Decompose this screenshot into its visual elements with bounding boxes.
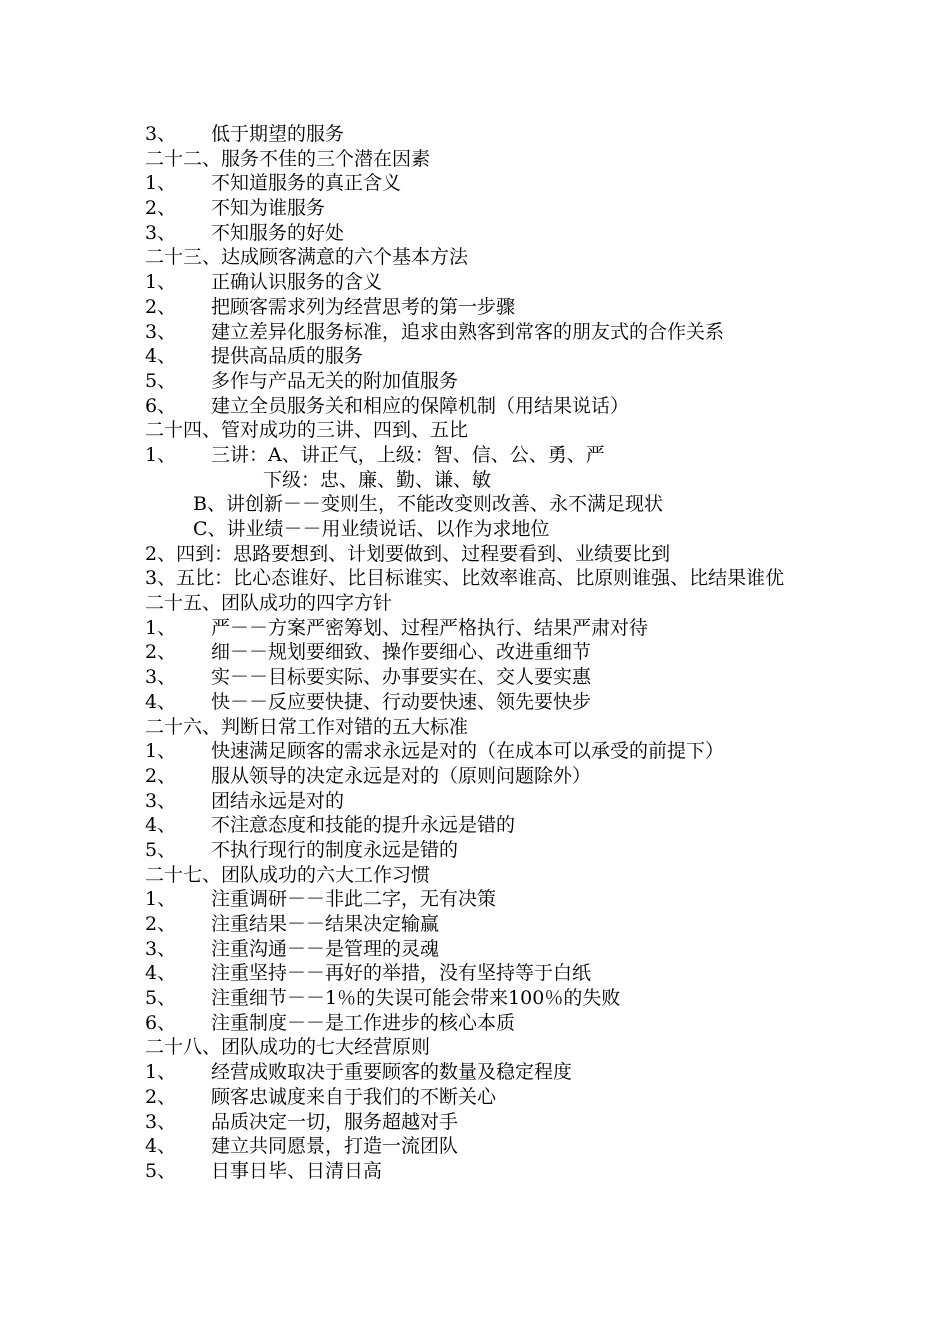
list-item xyxy=(145,838,825,863)
list-item-text: 实－－目标要实际、办事要实在、交人要实惠 xyxy=(211,666,592,689)
list-item-text: 服从领导的决定永远是对的（原则问题除外） xyxy=(211,764,592,787)
section-heading xyxy=(145,245,825,270)
list-item xyxy=(145,344,825,369)
list-item xyxy=(145,320,825,345)
list-item-text: 不知为谁服务 xyxy=(211,197,326,220)
list-item-text: 日事日毕、日清日高 xyxy=(211,1159,383,1182)
list-item xyxy=(145,640,825,665)
list-item xyxy=(145,1110,825,1135)
list-item-number: 2、 xyxy=(145,913,177,936)
section-heading-text: 二十六、判断日常工作对错的五大标准 xyxy=(145,715,469,738)
list-item-number: 5、 xyxy=(145,369,177,392)
list-item-number: 3、 xyxy=(145,789,177,812)
list-item-number: 2、 xyxy=(145,641,177,664)
list-item xyxy=(145,1159,825,1184)
list-item xyxy=(145,443,825,468)
list-item-text: 顾客忠诚度来自于我们的不断关心 xyxy=(211,1085,497,1108)
section-heading-text: 二十五、团队成功的四字方针 xyxy=(145,592,393,615)
list-item xyxy=(145,937,825,962)
list-item-number: 1、 xyxy=(145,1061,177,1084)
section-heading xyxy=(145,147,825,172)
list-item-number: 1、 xyxy=(145,616,177,639)
list-item-text: 团结永远是对的 xyxy=(211,789,345,812)
list-item-number: 5、 xyxy=(145,987,177,1010)
list-item xyxy=(145,122,825,147)
list-item xyxy=(145,369,825,394)
list-item-number: 4、 xyxy=(145,345,177,368)
list-item-text: 不知道服务的真正含义 xyxy=(211,172,402,195)
list-item-number: 4、 xyxy=(145,814,177,837)
list-item xyxy=(145,616,825,641)
list-item-text: 把顾客需求列为经营思考的第一步骤 xyxy=(211,295,516,318)
list-item xyxy=(145,270,825,295)
sub-item-text: B、讲创新－－变则生，不能改变则改善、永不满足现状 xyxy=(193,493,663,516)
section-heading-text: 二十七、团队成功的六大工作习惯 xyxy=(145,863,431,886)
list-item-number: 6、 xyxy=(145,1011,177,1034)
list-item xyxy=(145,295,825,320)
list-item-number: 4、 xyxy=(145,1135,177,1158)
paragraph-text: 3、五比：比心态谁好、比目标谁实、比效率谁高、比原则谁强、比结果谁优 xyxy=(145,567,785,590)
list-item-number: 1、 xyxy=(145,888,177,911)
list-item-text: 不注意态度和技能的提升永远是错的 xyxy=(211,814,516,837)
section-heading-text: 二十三、达成顾客满意的六个基本方法 xyxy=(145,246,469,269)
section-heading xyxy=(145,863,825,888)
list-item xyxy=(145,789,825,814)
list-item-number: 6、 xyxy=(145,394,177,417)
list-item xyxy=(145,394,825,419)
list-item xyxy=(145,1085,825,1110)
sub-item xyxy=(145,492,825,517)
sub-item xyxy=(145,517,825,542)
list-item-text: 低于期望的服务 xyxy=(211,123,345,145)
sub-item xyxy=(145,468,825,493)
section-heading-text: 2、四到：思路要想到、计划要做到、过程要看到、业绩要比到 xyxy=(145,542,671,565)
list-item xyxy=(145,1060,825,1085)
list-item xyxy=(145,196,825,221)
list-item-number: 1、 xyxy=(145,172,177,195)
section-heading-text: 二十四、管对成功的三讲、四到、五比 xyxy=(145,419,469,442)
list-item-number: 2、 xyxy=(145,197,177,220)
list-item-text: 注重调研－－非此二字，无有决策 xyxy=(211,888,497,911)
list-item xyxy=(145,1134,825,1159)
list-item-number: 3、 xyxy=(145,320,177,343)
list-item-number: 1、 xyxy=(145,740,177,763)
list-item-number: 3、 xyxy=(145,1110,177,1133)
list-item-text: 注重细节－－1％的失误可能会带来100％的失败 xyxy=(211,987,621,1010)
list-item xyxy=(145,739,825,764)
list-item xyxy=(145,690,825,715)
list-item-number: 3、 xyxy=(145,937,177,960)
list-item-text: 建立差异化服务标准，追求由熟客到常客的朋友式的合作关系 xyxy=(211,320,725,343)
section-heading xyxy=(145,1035,825,1060)
list-item-text: 建立全员服务关和相应的保障机制（用结果说话） xyxy=(211,394,630,417)
list-item xyxy=(145,986,825,1011)
section-heading xyxy=(145,542,825,567)
list-item-number: 2、 xyxy=(145,764,177,787)
list-item-number: 3、 xyxy=(145,221,177,244)
list-item-text: 注重结果－－结果决定输赢 xyxy=(211,913,440,936)
section-heading xyxy=(145,418,825,443)
list-item-text: 注重制度－－是工作进步的核心本质 xyxy=(211,1011,516,1034)
list-item xyxy=(145,961,825,986)
list-item-number: 4、 xyxy=(145,690,177,713)
list-item xyxy=(145,813,825,838)
list-item xyxy=(145,171,825,196)
list-item-text: 不知服务的好处 xyxy=(211,221,345,244)
list-item-text: 建立共同愿景，打造一流团队 xyxy=(211,1135,459,1158)
section-heading xyxy=(145,715,825,740)
section-heading-text: 二十八、团队成功的七大经营原则 xyxy=(145,1036,431,1059)
list-item-number: 4、 xyxy=(145,962,177,985)
section-heading-text: 二十二、服务不佳的三个潜在因素 xyxy=(145,147,431,170)
list-item-number: 2、 xyxy=(145,1085,177,1108)
list-item-text: 细－－规划要细致、操作要细心、改进重细节 xyxy=(211,641,592,664)
list-item-text: 多作与产品无关的附加值服务 xyxy=(211,369,459,392)
sub-item-text: 下级：忠、廉、勤、谦、敏 xyxy=(263,468,492,491)
list-item-text: 提供高品质的服务 xyxy=(211,345,364,368)
list-item-number: 3、 xyxy=(145,666,177,689)
list-item xyxy=(145,912,825,937)
list-item-number: 5、 xyxy=(145,1159,177,1182)
list-item-text: 快速满足顾客的需求永远是对的（在成本可以承受的前提下） xyxy=(211,740,725,763)
list-item-text: 品质决定一切，服务超越对手 xyxy=(211,1110,459,1133)
list-item-text: 严－－方案严密筹划、过程严格执行、结果严肃对待 xyxy=(211,616,649,639)
list-item xyxy=(145,1011,825,1036)
list-item-number: 5、 xyxy=(145,838,177,861)
list-item-text: 注重沟通－－是管理的灵魂 xyxy=(211,937,440,960)
list-item-number: 2、 xyxy=(145,295,177,318)
list-item xyxy=(145,665,825,690)
paragraph xyxy=(145,566,825,591)
list-item xyxy=(145,764,825,789)
list-item-text: 正确认识服务的含义 xyxy=(211,271,383,294)
list-item xyxy=(145,221,825,246)
list-item xyxy=(145,887,825,912)
sub-item-text: C、讲业绩－－用业绩说话、以作为求地位 xyxy=(193,518,550,540)
list-item-text: 注重坚持－－再好的举措，没有坚持等于白纸 xyxy=(211,962,592,985)
document-page xyxy=(145,122,825,1184)
section-heading xyxy=(145,591,825,616)
list-item-text: 经营成败取决于重要顾客的数量及稳定程度 xyxy=(211,1061,573,1084)
list-item-text: 快－－反应要快捷、行动要快速、领先要快步 xyxy=(211,690,592,713)
list-item-number: 3、 xyxy=(145,123,177,145)
list-item-number: 1、 xyxy=(145,443,177,466)
list-item-number: 1、 xyxy=(145,271,177,294)
list-item-text: 不执行现行的制度永远是错的 xyxy=(211,838,459,861)
list-item-text: 三讲：A、讲正气，上级：智、信、公、勇、严 xyxy=(211,443,605,466)
